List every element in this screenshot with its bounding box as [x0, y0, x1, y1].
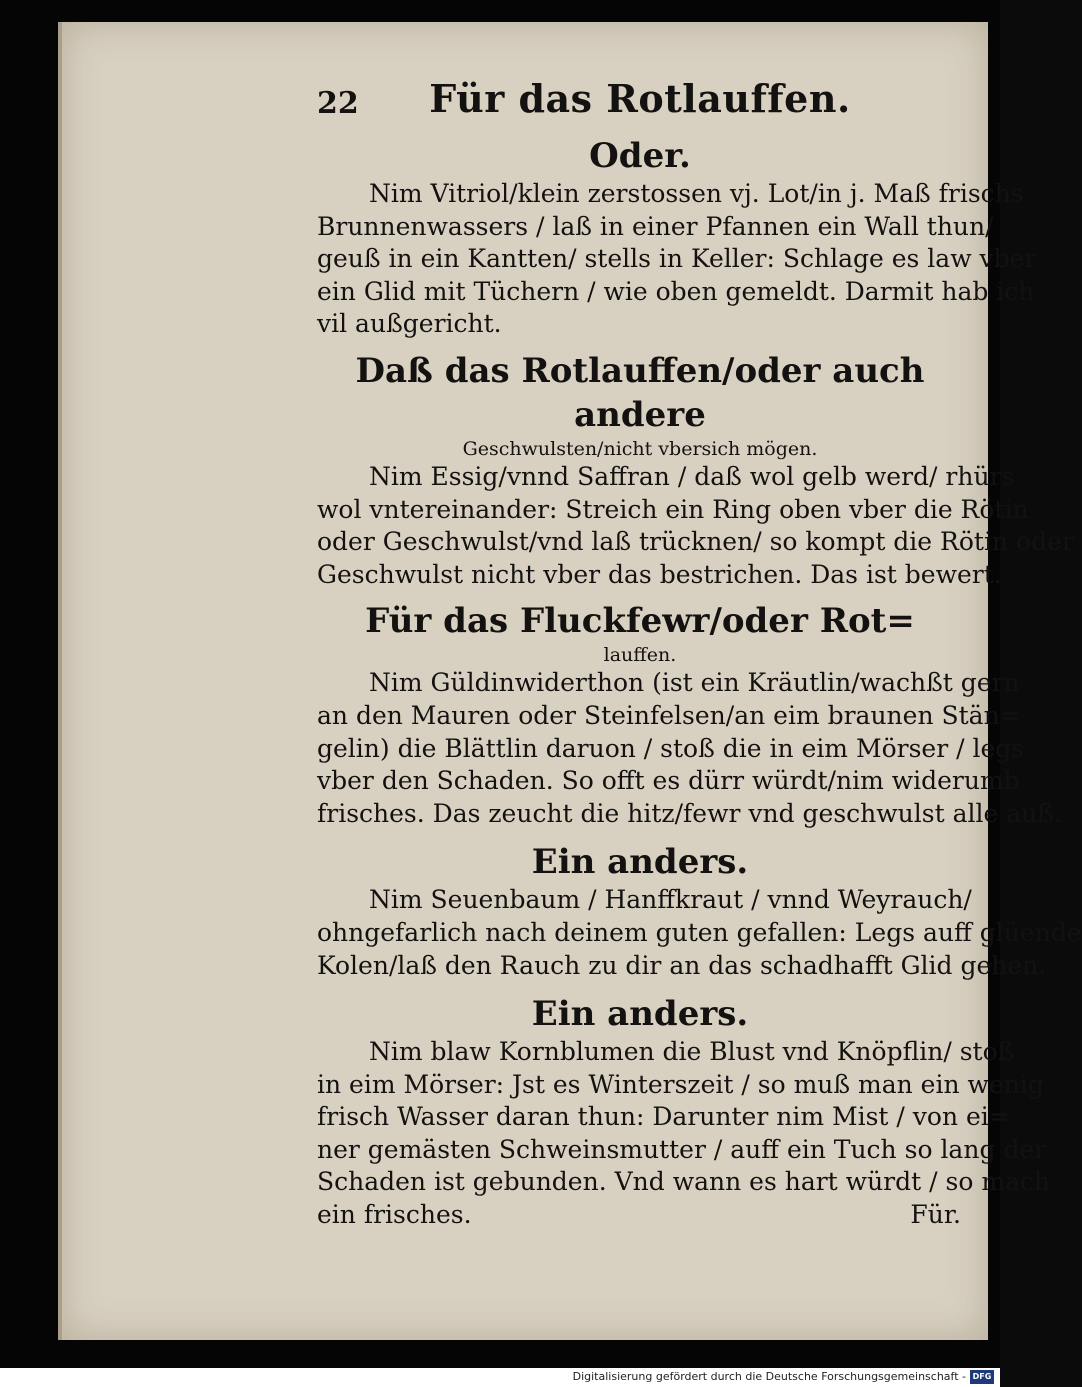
footer-credit: Digitalisierung gefördert durch die Deutsche Forschungsgemeinschaft -	[572, 1370, 966, 1383]
text-line: wol vntereinander: Streich ein Ring oben vber die Rötin	[317, 494, 1029, 524]
text-line: Brunnenwassers / laß in einer Pfannen ein Wall thun/	[317, 211, 994, 241]
text-line: Nim Güldinwiderthon (ist ein Kräutlin/wachßt gern	[369, 668, 1020, 698]
page-number: 22	[317, 86, 359, 121]
footer-bar	[0, 1368, 1000, 1387]
section-heading: Ein anders.	[531, 994, 749, 1035]
section-paragraph	[317, 1036, 1051, 1232]
text-line: Nim Essig/vnnd Saffran / daß wol gelb werd/ rhürs	[369, 461, 1015, 491]
text-line: ner gemästen Schweinsmutter / auff ein Tuch so lang der	[317, 1134, 1047, 1164]
text-line: Nim Vitriol/klein zerstossen vj. Lot/in j. Maß frischs	[369, 179, 1024, 208]
section-subheading: Geschwulsten/nicht vbersich mögen.	[462, 437, 818, 460]
text-line: ein frisches.	[317, 1200, 472, 1230]
text-line: frisches. Das zeucht die hitz/fewr vnd geschwulst alle auß.	[317, 798, 1062, 828]
running-head	[317, 76, 963, 134]
text-line: geuß in ein Kantten/ stells in Keller: Schlage es law vber	[317, 244, 1037, 274]
section-paragraph	[317, 667, 1062, 830]
text-line: ein Glid mit Tüchern / wie oben gemeldt. Darmit hab ich	[317, 276, 1035, 306]
section-paragraph	[317, 461, 1074, 591]
dfg-logo-icon: DFG	[970, 1370, 994, 1384]
section-heading: Oder.	[589, 136, 691, 176]
text-line: gelin) die Blättlin daruon / stoß die in eim Mörser / legs	[317, 733, 1025, 763]
text-block	[317, 76, 1082, 1232]
text-line-last	[317, 1199, 963, 1232]
section-paragraph	[317, 884, 1082, 982]
text-line: frisch Wasser daran thun: Darunter nim Mist / von ei=	[317, 1102, 1010, 1132]
section-heading: Daß das Rotlauffen/oder auch andere	[355, 350, 925, 435]
running-title: Für das Rotlauffen.	[429, 76, 851, 121]
text-line: oder Geschwulst/vnd laß trücknen/ so kompt die Rötin oder	[317, 527, 1074, 557]
text-line: in eim Mörser: Jst es Winterszeit / so muß man ein wenig	[317, 1069, 1044, 1099]
text-line: an den Mauren oder Steinfelsen/an eim braunen Stän=	[317, 700, 1021, 730]
text-line: Nim Seuenbaum / Hanffkraut / vnnd Weyrauch/	[369, 885, 972, 915]
text-line: Geschwulst nicht vber das bestrichen. Das ist bewert.	[317, 559, 1002, 589]
catchword: Für.	[910, 1200, 961, 1230]
section-paragraph	[317, 178, 1037, 341]
text-line: Nim blaw Kornblumen die Blust vnd Knöpflin/ stoß	[369, 1037, 1015, 1067]
section-heading: Ein anders.	[531, 842, 749, 883]
text-line: ohngefarlich nach deinem guten gefallen: Legs auff glüende	[317, 917, 1082, 947]
text-line: Schaden ist gebunden. Vnd wann es hart würdt / so mach	[317, 1167, 1051, 1197]
section-subheading: lauffen.	[603, 644, 677, 667]
text-line: vil außgericht.	[317, 309, 502, 339]
text-line: Kolen/laß den Rauch zu dir an das schadhafft Glid gehen.	[317, 950, 1047, 980]
text-line: vber den Schaden. So offt es dürr würdt/nim widerumb	[317, 766, 1020, 796]
section-heading: Für das Fluckfewr/oder Rot=	[365, 601, 915, 642]
